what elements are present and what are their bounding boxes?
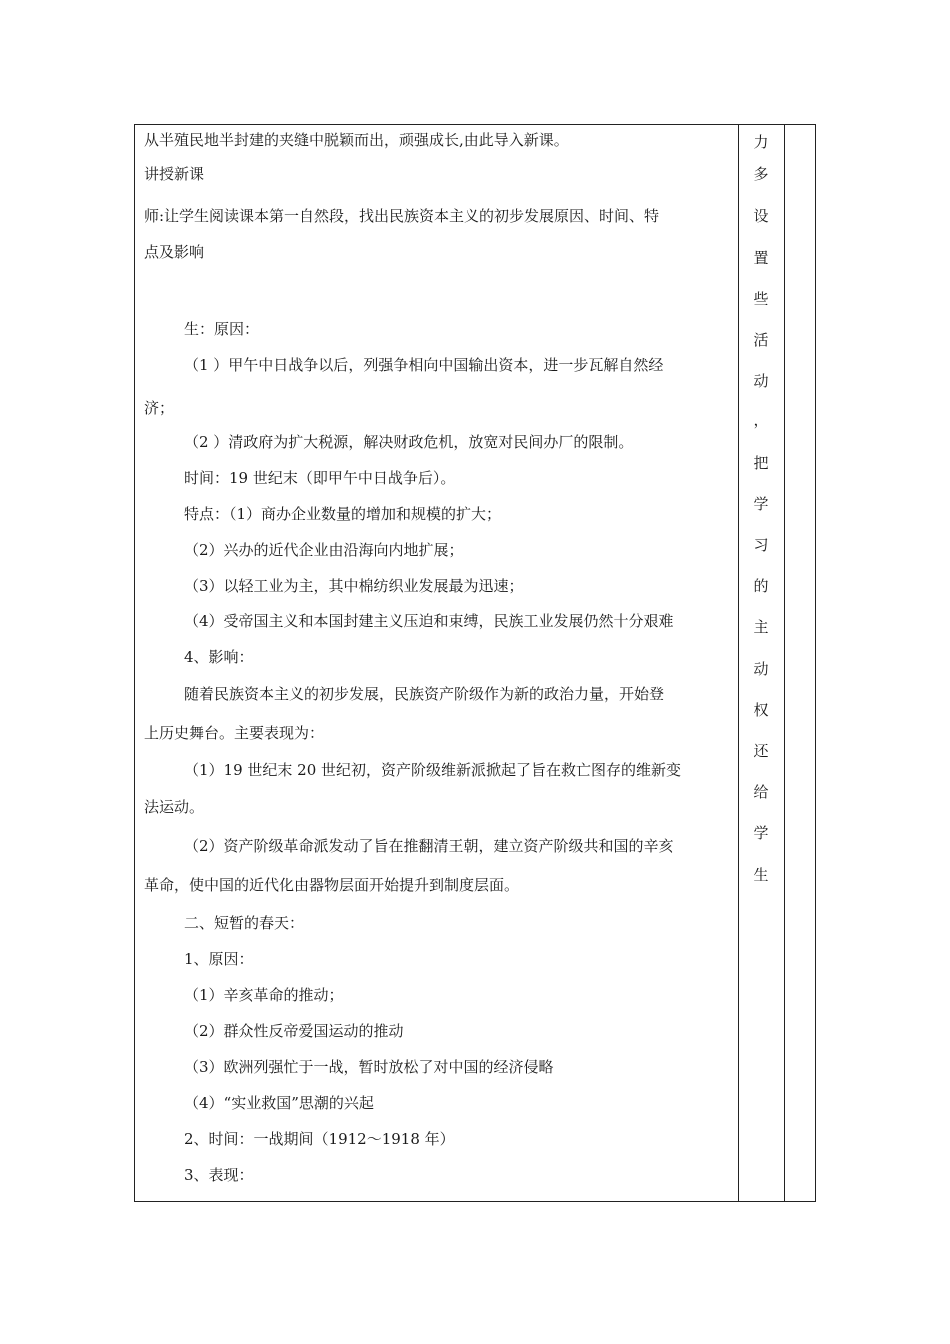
vertical-char: 主 <box>753 618 769 636</box>
text-line: （4）受帝国主义和本国封建主义压迫和束缚，民族工业发展仍然十分艰难 <box>184 612 674 630</box>
vertical-char: ， <box>753 411 769 429</box>
vertical-char: 学 <box>753 495 769 513</box>
vertical-char: 把 <box>753 454 769 472</box>
text-line: 从半殖民地半封建的夹缝中脱颖而出，顽强成长,由此导入新课。 <box>144 131 569 149</box>
column-divider <box>784 124 785 1202</box>
section-heading: 讲授新课 <box>144 165 205 183</box>
text-line: 4、影响： <box>184 648 254 666</box>
vertical-char: 置 <box>753 249 769 267</box>
text-line: （2 ）清政府为扩大税源，解决财政危机，放宽对民间办厂的限制。 <box>184 433 634 451</box>
text-line: （1 ）甲午中日战争以后，列强争相向中国输出资本，进一步瓦解自然经 <box>184 356 664 374</box>
text-line: 时间：19 世纪末（即甲午中日战争后）。 <box>184 469 456 487</box>
text-line: （2）兴办的近代企业由沿海向内地扩展； <box>184 541 464 559</box>
vertical-char: 多 <box>753 165 769 183</box>
vertical-char: 动 <box>753 660 769 678</box>
text-line: 点及影响 <box>144 243 205 261</box>
vertical-char: 还 <box>753 742 769 760</box>
text-line: （3）欧洲列强忙于一战，暂时放松了对中国的经济侵略 <box>184 1058 554 1076</box>
text-line: 1、原因： <box>184 950 254 968</box>
section-heading: 二、短暂的春天： <box>184 914 305 932</box>
text-line: （4）“实业救国”思潮的兴起 <box>184 1094 374 1112</box>
vertical-char: 给 <box>753 783 769 801</box>
vertical-char: 学 <box>753 824 769 842</box>
text-line: （1）19 世纪末 20 世纪初，资产阶级维新派掀起了旨在救亡图存的维新变 <box>184 761 682 779</box>
vertical-char: 活 <box>753 331 769 349</box>
vertical-char: 习 <box>753 536 769 554</box>
text-line: 法运动。 <box>144 798 205 816</box>
column-divider <box>738 124 739 1202</box>
text-line: 上历史舞台。主要表现为： <box>144 724 325 742</box>
text-line: 师:让学生阅读课本第一自然段，找出民族资本主义的初步发展原因、时间、特 <box>144 207 660 225</box>
vertical-char: 动 <box>753 372 769 390</box>
text-line: 3、表现： <box>184 1166 254 1184</box>
text-line: 生：原因： <box>184 320 260 338</box>
text-line: 随着民族资本主义的初步发展，民族资产阶级作为新的政治力量，开始登 <box>184 685 665 703</box>
text-line: （1）辛亥革命的推动； <box>184 986 344 1004</box>
text-line: （2）资产阶级革命派发动了旨在推翻清王朝，建立资产阶级共和国的辛亥 <box>184 837 674 855</box>
text-line: 特点：（1）商办企业数量的增加和规模的扩大； <box>184 505 502 523</box>
vertical-char: 权 <box>753 701 769 719</box>
vertical-char: 力 <box>753 133 769 151</box>
vertical-char: 生 <box>753 866 769 884</box>
vertical-char: 设 <box>753 207 769 225</box>
text-line: 济； <box>144 399 175 417</box>
vertical-char: 的 <box>753 577 769 595</box>
text-line: 革命，使中国的近代化由器物层面开始提升到制度层面。 <box>144 876 520 894</box>
text-line: 2、时间：一战期间（1912～1918 年） <box>184 1130 455 1148</box>
text-line: （3）以轻工业为主，其中棉纺织业发展最为迅速； <box>184 577 524 595</box>
vertical-char: 些 <box>753 290 769 308</box>
text-line: （2）群众性反帝爱国运动的推动 <box>184 1022 404 1040</box>
lesson-content-cell <box>140 124 734 1202</box>
